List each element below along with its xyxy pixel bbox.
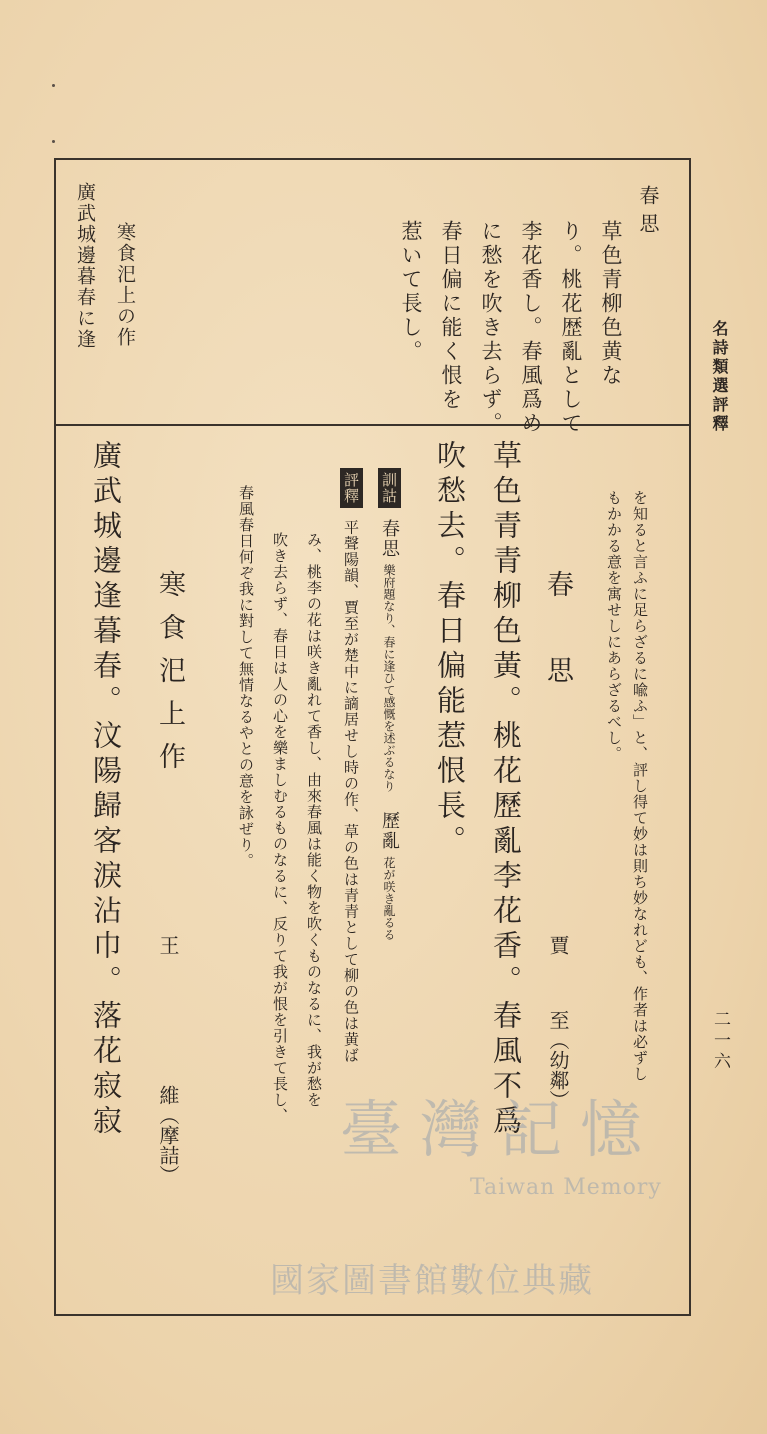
watermark-chinese: 臺灣記憶 xyxy=(340,1093,661,1166)
commentary-line: もかかる意を寓せしにあらざるべし。 xyxy=(605,490,623,762)
explanation-line: 春風春日何ぞ我に對して無情なるやとの意を詠ぜり。 xyxy=(237,485,255,869)
glossary-term: 春思 xyxy=(379,519,400,560)
kundoku-line: 春日偏に能く恨を xyxy=(439,220,463,412)
poem-author-name: 至（幼鄰） xyxy=(546,1010,570,1110)
poem-author-name: 維（摩詰） xyxy=(156,1085,180,1185)
running-title: 名詩類選評釋 xyxy=(710,320,729,434)
explanation-badge: 評釋 xyxy=(340,468,363,508)
explanation-line: み、桃李の花は咲き亂れて香し、由來春風は能く物を吹くものなるに、我が愁を xyxy=(305,532,323,1108)
glossary-note: 樂府題なり、春に逢ひて感慨を述ぶるなり xyxy=(382,564,396,793)
poem-title: 寒食汜上作 xyxy=(154,570,185,785)
page-number: 二一六 xyxy=(710,1010,730,1073)
watermark-english: Taiwan Memory xyxy=(470,1175,662,1200)
glossary-badge: 訓詁 xyxy=(378,468,401,508)
glossary-term: 歷亂 xyxy=(379,811,400,852)
commentary-line: を知ると言ふに足らざるに喩ふ」と、評し得て妙は則ち妙なれども、作者は必ずし xyxy=(631,490,649,1082)
kundoku-line: り。桃花歴亂として xyxy=(559,220,583,436)
kundoku-line: 李花香し。春風爲め xyxy=(519,220,543,436)
page-speck xyxy=(52,84,55,87)
section-divider xyxy=(54,424,691,426)
kundoku-line: 惹いて長し。 xyxy=(399,220,423,364)
poem-line: 草色青青柳色黃。桃花歷亂李花香。春風不爲 xyxy=(489,440,523,1140)
glossary-row xyxy=(376,468,402,940)
kundoku-title: 春思 xyxy=(636,185,660,241)
poem-author: 王 xyxy=(156,935,180,955)
page-speck xyxy=(52,140,55,143)
watermark-logo xyxy=(300,1080,720,1220)
kundoku-line: 草色青柳色黄な xyxy=(599,220,623,388)
watermark-library: 國家圖書館數位典藏 xyxy=(270,1261,594,1301)
explanation-line: 平聲陽韻、賈至が楚中に謫居せし時の作、草の色は青青として柳の色は黄ば xyxy=(342,519,360,1064)
poem-line: 廣武城邊逢暮春。汶陽歸客淚沾巾。落花寂寂 xyxy=(89,440,123,1140)
kundoku-next-title: 寒食汜上の作 xyxy=(114,222,136,348)
poem-author: 賈 xyxy=(546,935,570,955)
explanation-first xyxy=(340,468,363,1063)
poem-title: 春 思 xyxy=(542,570,573,699)
kundoku-next-line: 廣武城邊暮春に逢 xyxy=(74,182,96,350)
explanation-line: 吹き去らず、春日は人の心を樂ましむるものなるに、反りて我が恨を引きて長し、 xyxy=(271,532,289,1124)
glossary-note: 花が咲き亂るる xyxy=(382,856,396,941)
kundoku-line: に愁を吹き去らず。 xyxy=(479,220,503,436)
poem-line: 吹愁去。春日偏能惹恨長。 xyxy=(433,440,467,860)
